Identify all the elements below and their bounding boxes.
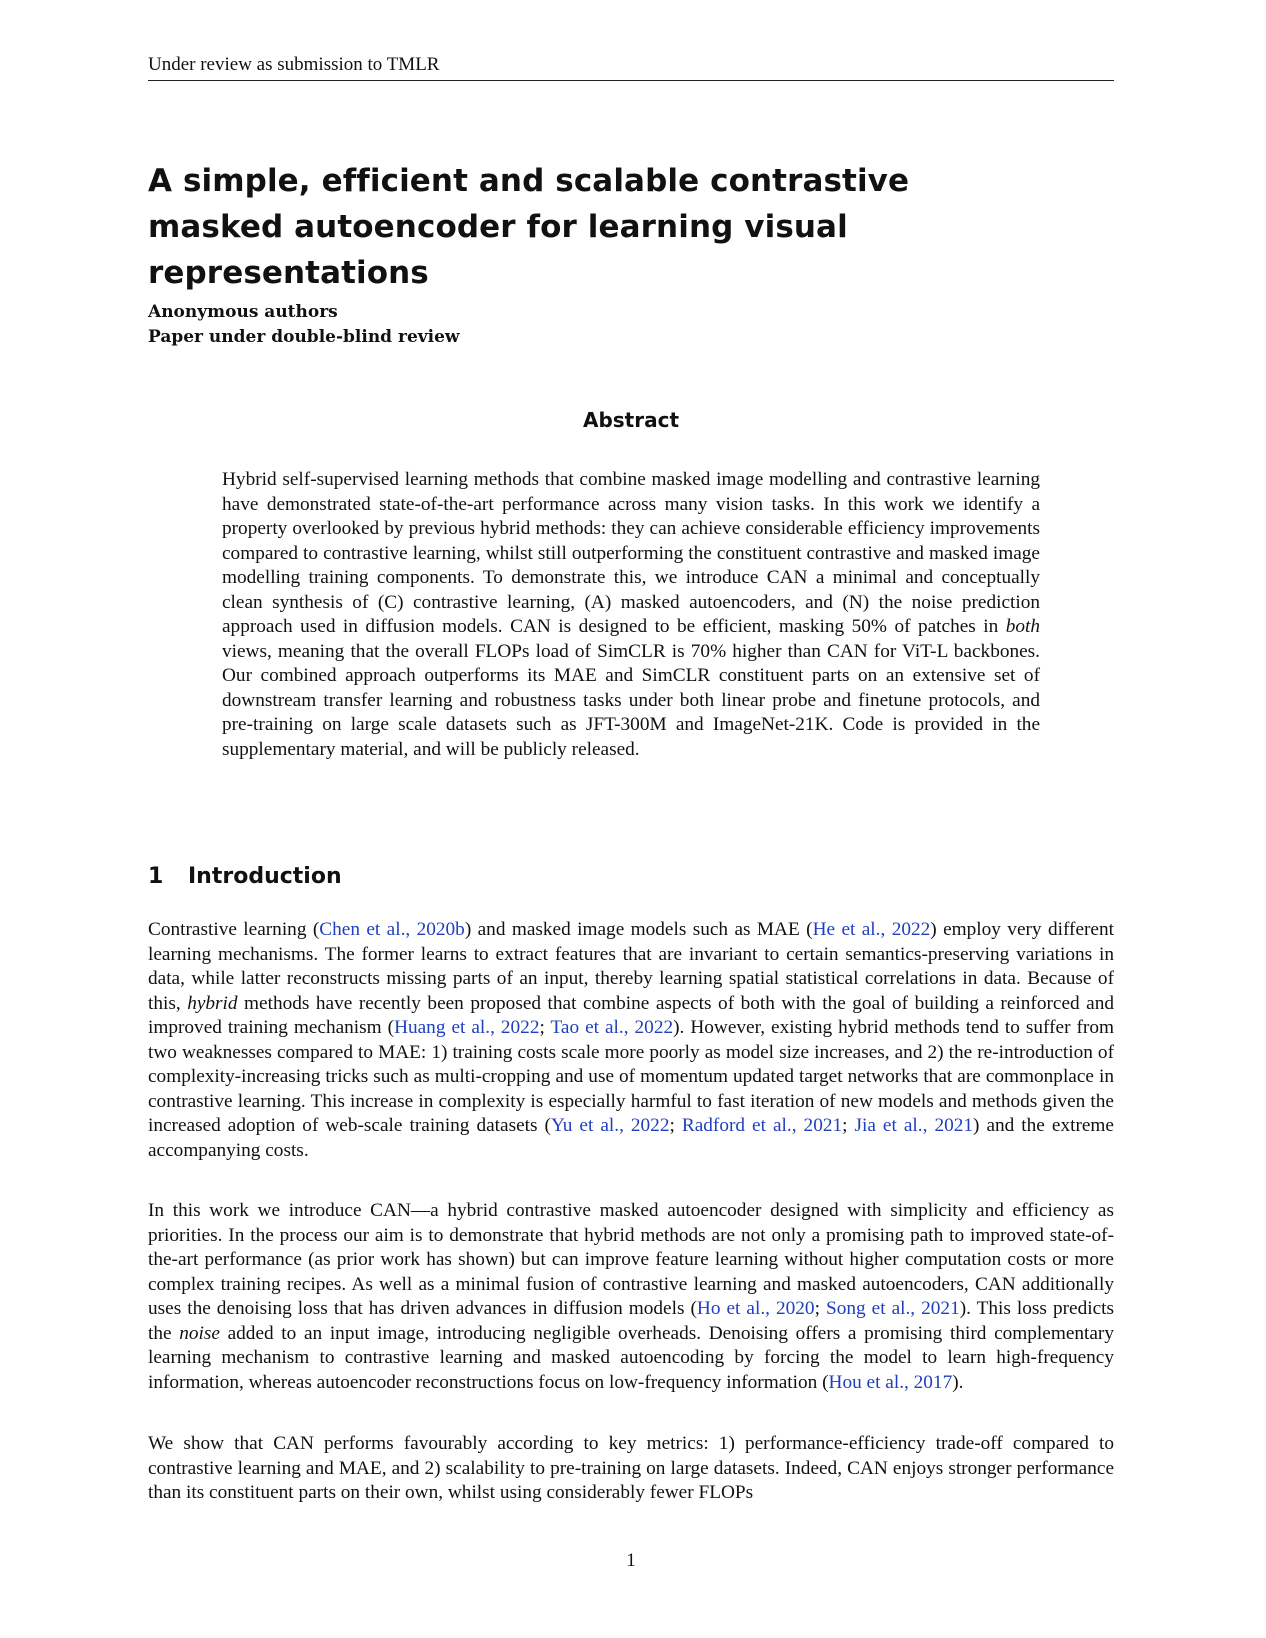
text-run: Contrastive learning ( — [148, 919, 320, 940]
text-run: ). This loss predicts the — [148, 1298, 1114, 1344]
section-heading-introduction — [148, 864, 342, 889]
title-line-1: A simple, efficient and scalable contrastive — [148, 163, 910, 199]
section-title: Introduction — [188, 864, 342, 889]
running-head: Under review as submission to TMLR — [148, 54, 440, 75]
page-number: 1 — [626, 1550, 636, 1571]
text-run: In this work we introduce CAN—a hybrid contrastive masked autoencoder designed with simplicity and efficiency as priorities. In the process our aim is to demonstrate that hybrid methods are not only a promising path to improved state-of-the-art performance (as prior work has shown) but can improve feature learning without higher computation costs or more complex training recipes. As well as a minimal fusion of contrastive learning and masked autoencoders, CAN additionally uses the denoising loss that has driven advances in diffusion models ( — [148, 1200, 1114, 1320]
abstract-part-2: views, meaning that the overall FLOPs load of SimCLR is 70% higher than CAN for ViT-L backbones. Our combined approach outperforms its MAE and SimCLR constituent parts on an extensive set of downstream transfer learning and robustness tasks under both linear probe and finetune protocols, and pre-training on large scale datasets such as JFT-300M and ImageNet-21K. Code is provided in the supplementary material, and will be publicly released. — [222, 640, 1040, 761]
section-number: 1 — [148, 864, 164, 889]
text-run: ). However, existing hybrid methods tend to suffer from two weaknesses compared to MAE: 1) training costs scale more poorly as model size increases, and 2) the re-introduction of complexity-increasing tricks such as multi-cropping and use of momentum updated target networks that are commonplace in contrastive learning. This increase in complexity is especially harmful to fast iteration of new models and methods given the increased adoption of web-scale training datasets ( — [148, 1017, 1114, 1137]
header-rule — [148, 80, 1114, 81]
abstract-heading: Abstract — [582, 408, 680, 432]
text-run: We show that CAN performs favourably according to key metrics: 1) performance-efficiency trade-off compared to contrastive learning and MAE, and 2) scalability to pre-training on large datasets. Indeed, CAN enjoys stronger performance than its constituent parts on their own, whilst using considerably fewer FLOPs — [148, 1433, 1114, 1504]
abstract-text — [222, 468, 1040, 763]
intro-paragraph-3 — [148, 1432, 1114, 1506]
citation-link[interactable]: He et al., 2022 — [812, 919, 931, 940]
intro-paragraph-1 — [148, 918, 1114, 1163]
text-run: ; — [539, 1017, 551, 1039]
citation-link[interactable]: Jia et al., 2021 — [854, 1115, 974, 1137]
text-run: ). — [952, 1371, 964, 1393]
text-run: ) employ very different learning mechanisms. The former learns to extract features that are invariant to certain semantics-preserving variations in data, while latter reconstructs missing parts of an input, thereby learning spatial statistical correlations in data. Because of this, — [148, 919, 1114, 1014]
author-block — [148, 300, 460, 350]
intro-paragraph-2 — [148, 1199, 1114, 1395]
text-run: ; — [842, 1115, 855, 1137]
review-note: Paper under double-blind review — [148, 327, 460, 347]
text-run: ) and the extreme accompanying costs. — [148, 1115, 1114, 1161]
paper-title — [148, 158, 1114, 296]
text-run: ; — [814, 1298, 826, 1320]
title-line-2: masked autoencoder for learning visual representations — [148, 209, 848, 291]
citation-link[interactable]: Chen et al., 2020b — [319, 919, 465, 940]
text-run: methods have recently been proposed that combine aspects of both with the goal of building a reinforced and improved training mechanism ( — [148, 992, 1114, 1039]
citation-link[interactable]: Yu et al., 2022 — [550, 1115, 670, 1137]
citation-link[interactable]: Ho et al., 2020 — [696, 1298, 815, 1320]
emphasis: hybrid — [187, 992, 238, 1014]
abstract-part-1: Hybrid self-supervised learning methods that combine masked image modelling and contrastive learning have demonstrated state-of-the-art performance across many vision tasks. In this work we identify a property overlooked by previous hybrid methods: they can achieve considerable efficiency improvements compared to contrastive learning, whilst still outperforming the constituent contrastive and masked image modelling training components. To demonstrate this, we introduce CAN a minimal and conceptually clean synthesis of (C) contrastive learning, (A) masked autoencoders, and (N) the noise prediction approach used in diffusion models. CAN is designed to be efficient, masking 50% of patches in — [222, 469, 1040, 638]
citation-link[interactable]: Tao et al., 2022 — [550, 1017, 674, 1039]
citation-link[interactable]: Hou et al., 2017 — [828, 1371, 953, 1393]
emphasis: noise — [179, 1322, 220, 1344]
citation-link[interactable]: Radford et al., 2021 — [681, 1115, 843, 1137]
citation-link[interactable]: Song et al., 2021 — [825, 1298, 960, 1320]
text-run: added to an input image, introducing negligible overheads. Denoising offers a promising third complementary learning mechanism to contrastive learning and masked autoencoding by forcing the model to learn high-frequency information, whereas autoencoder reconstructions focus on low-frequency information ( — [148, 1322, 1114, 1393]
text-run: ; — [669, 1115, 682, 1137]
author-names: Anonymous authors — [148, 302, 338, 322]
citation-link[interactable]: Huang et al., 2022 — [394, 1017, 540, 1039]
text-run: ) and masked image models such as MAE ( — [464, 919, 813, 940]
abstract-emphasis: both — [1005, 616, 1040, 638]
